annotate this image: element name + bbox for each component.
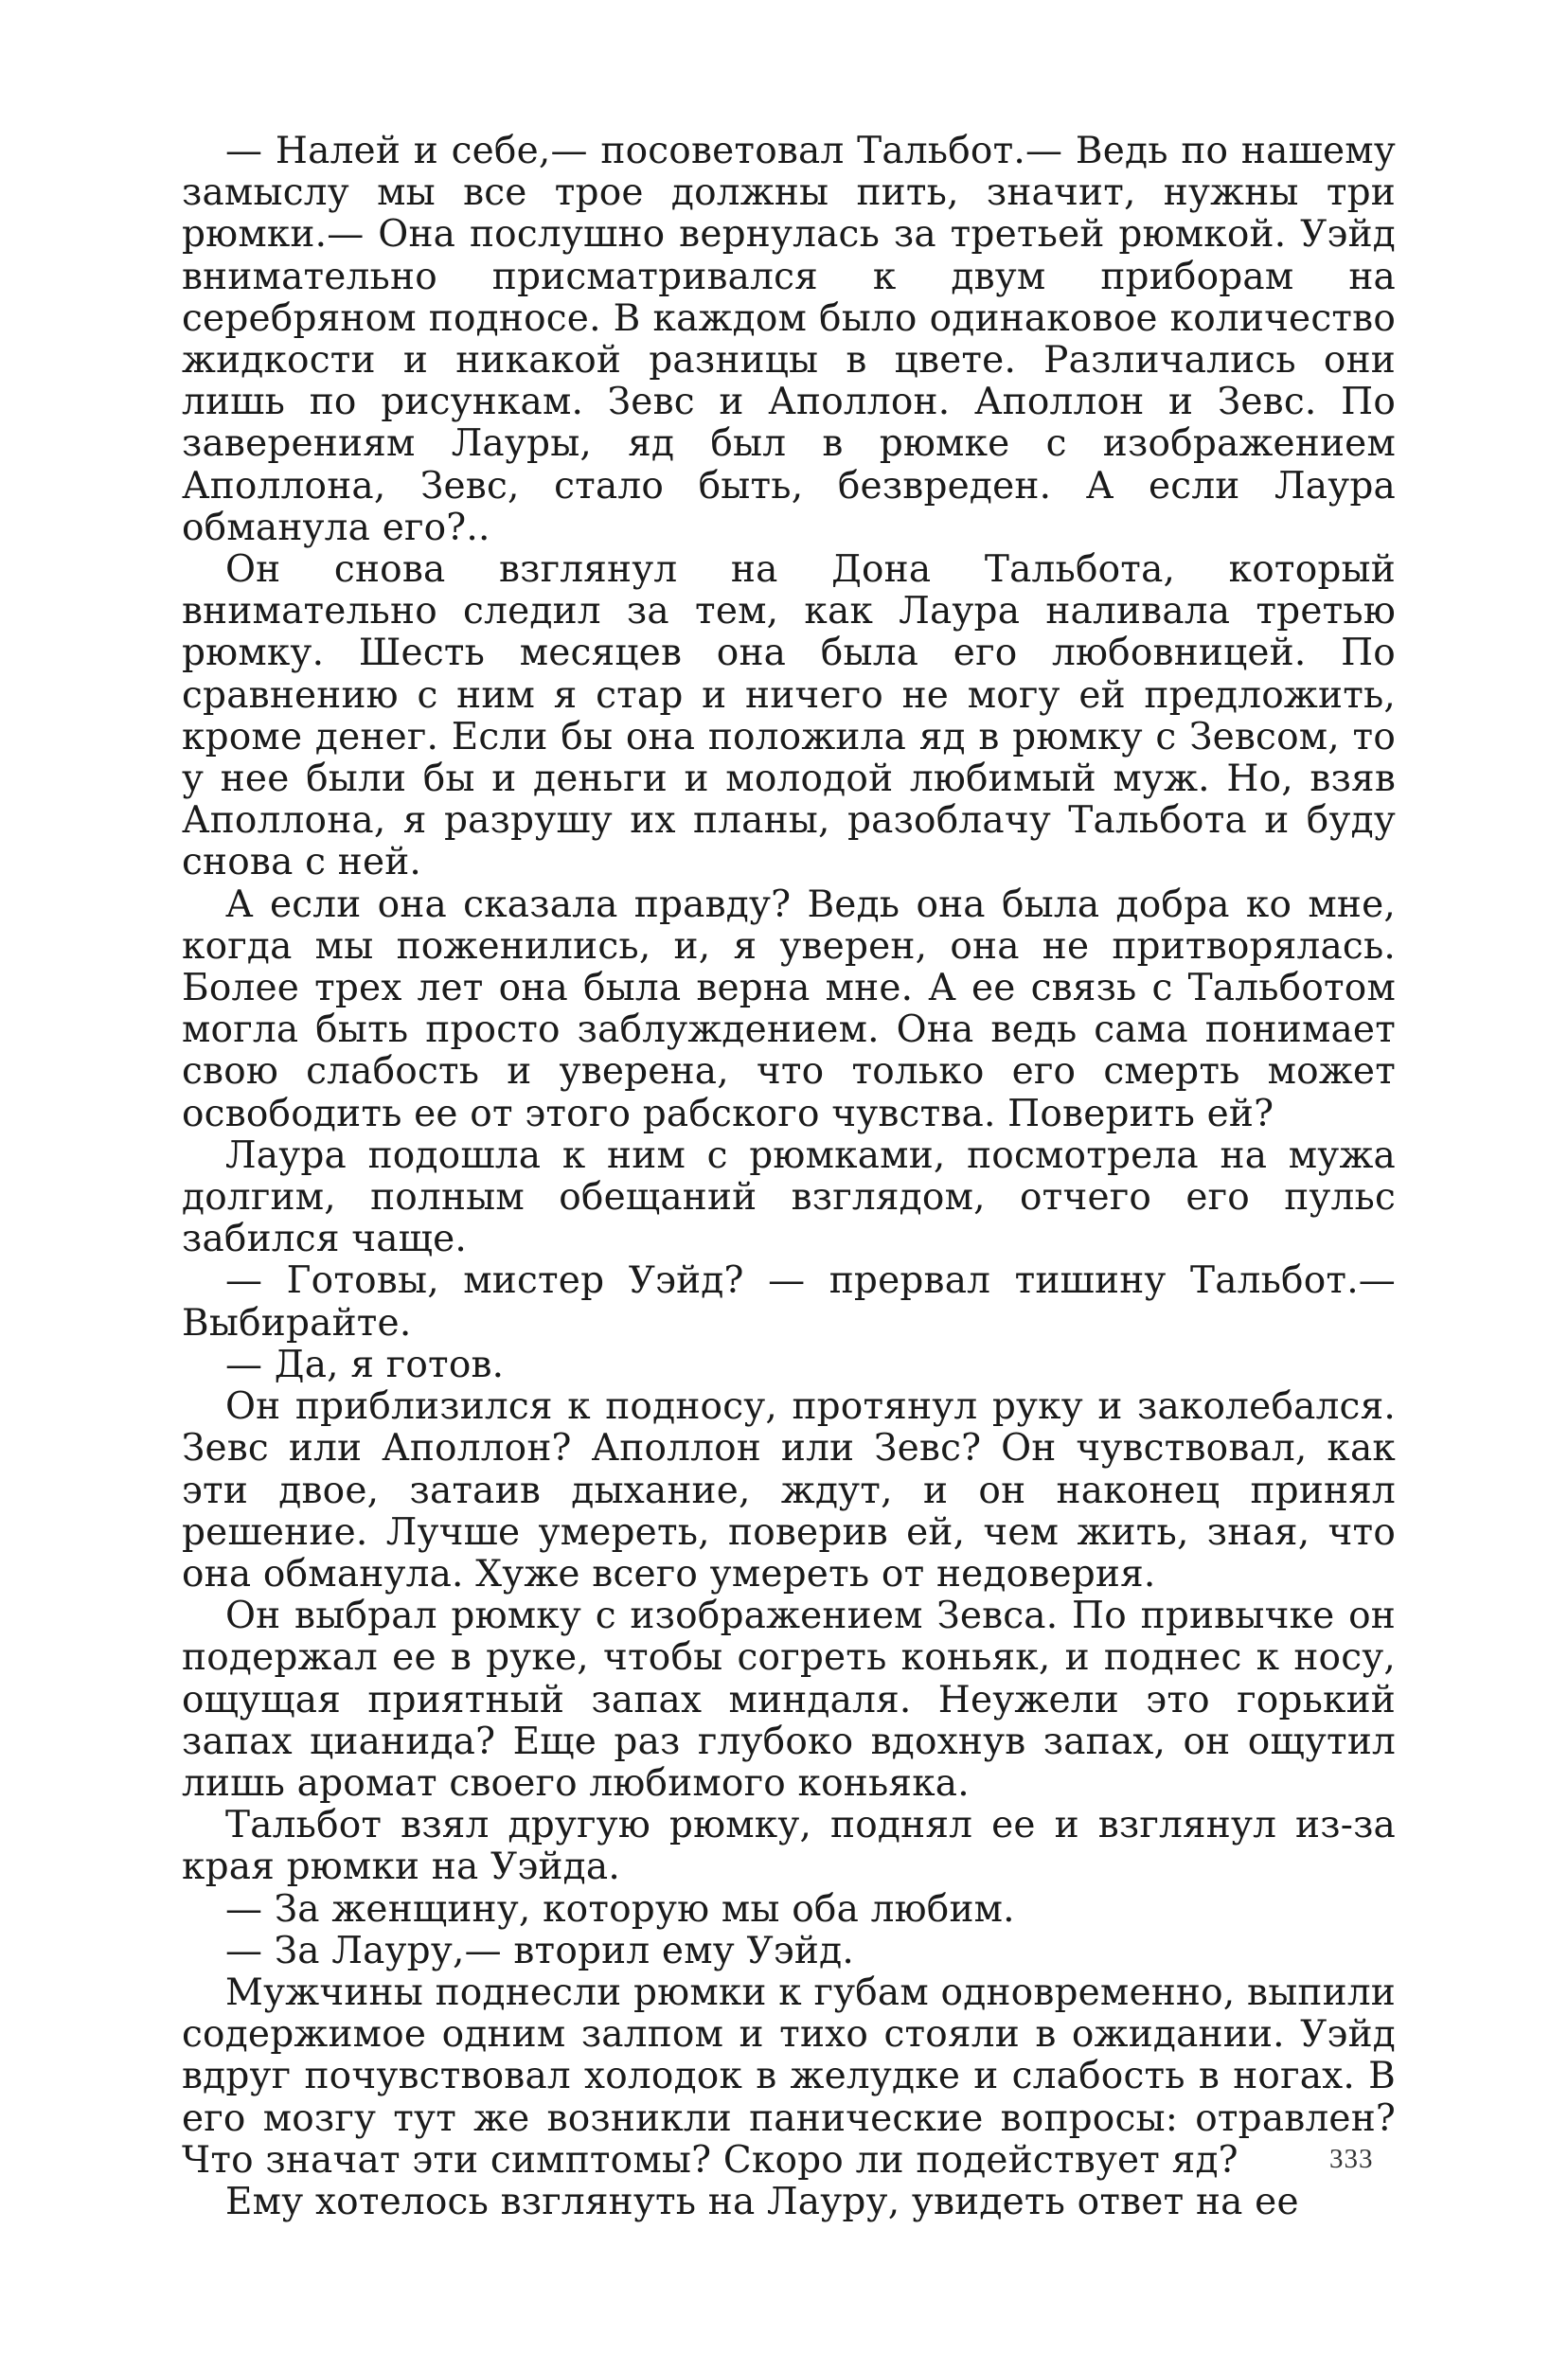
paragraph: — Готовы, мистер Уэйд? — прервал тишину Тальбот.— Выбирайте.: [182, 1259, 1396, 1345]
paragraph: — Да, я готов.: [225, 1343, 505, 1386]
paragraph: — За женщину, которую мы оба любим.: [225, 1887, 1015, 1931]
paragraph: Он снова взглянул на Дона Тальбота, который внимательно следил за тем, как Лаура наливала третью рюмку. Шесть месяцев она была его любовницей. По сравнению с ним я стар и ничего не могу ей предложить, кроме денег. Если бы она положила яд в рюмку с Зевсом, то у нее были бы и деньги и молодой любимый муж. Но, взяв Аполлона, я разрушу их планы, разоблачу Тальбота и буду снова с ней.: [182, 548, 1396, 884]
paragraph: Тальбот взял другую рюмку, поднял ее и взглянул из-за края рюмки на Уэйда.: [182, 1804, 1396, 1889]
paragraph: Лаура подошла к ним с рюмками, посмотрела на мужа долгим, полным обещаний взглядом, отчего его пульс забился чаще.: [182, 1133, 1396, 1261]
paragraph: А если она сказала правду? Ведь она была добра ко мне, когда мы поженились, и, я уверен, она не притворялась. Более трех лет она была верна мне. А ее связь с Тальботом могла быть просто заблуждением. Она ведь сама понимает свою слабость и уверена, что только его смерть может освободить ее от этого рабского чувства. Поверить ей?: [182, 883, 1396, 1135]
paragraph: — Налей и себе,— посоветовал Тальбот.— Ведь по нашему замыслу мы все трое должны пить, значит, нужны три рюмки.— Она послушно вернулась за третьей рюмкой. Уэйд внимательно присматривался к двум приборам на серебряном подносе. В каждом было одинаковое количество жидкости и никакой разницы в цвете. Различались они лишь по рисункам. Зевс и Аполлон. Аполлон и Зевс. По заверениям Лауры, яд был в рюмке с изображением Аполлона, Зевс, стало быть, безвреден. А если Лаура обманула его?..: [182, 130, 1396, 549]
paragraph: Он выбрал рюмку с изображением Зевса. По привычке он подержал ее в руке, чтобы согреть коньяк, и поднес к носу, ощущая приятный запах миндаля. Неужели это горький запах цианида? Еще раз глубоко вдохнув запах, он ощутил лишь аромат своего любимого коньяка.: [182, 1595, 1396, 1805]
paragraph: Он приблизился к подносу, протянул руку и заколебался. Зевс или Аполлон? Аполлон или Зевс? Он чувствовал, как эти двое, затаив дыхание, ждут, и он наконец принял решение. Лучше умереть, поверив ей, чем жить, зная, что она обманула. Хуже всего умереть от недоверия.: [182, 1385, 1396, 1596]
paragraph: — За Лауру,— вторил ему Уэйд.: [225, 1929, 854, 1972]
body-text: [182, 131, 1396, 2223]
paragraph: Мужчины поднесли рюмки к губам одновременно, выпили содержимое одним залпом и тихо стояли в ожидании. Уэйд вдруг почувствовал холодок в желудке и слабость в ногах. В его мозгу тут же возникли панические вопросы: отравлен? Что значат эти симптомы? Скоро ли подействует яд?: [182, 1971, 1396, 2182]
paragraph: Ему хотелось взглянуть на Лауру, увидеть ответ на ее: [225, 2180, 1299, 2223]
page-number: 333: [1329, 2144, 1374, 2174]
